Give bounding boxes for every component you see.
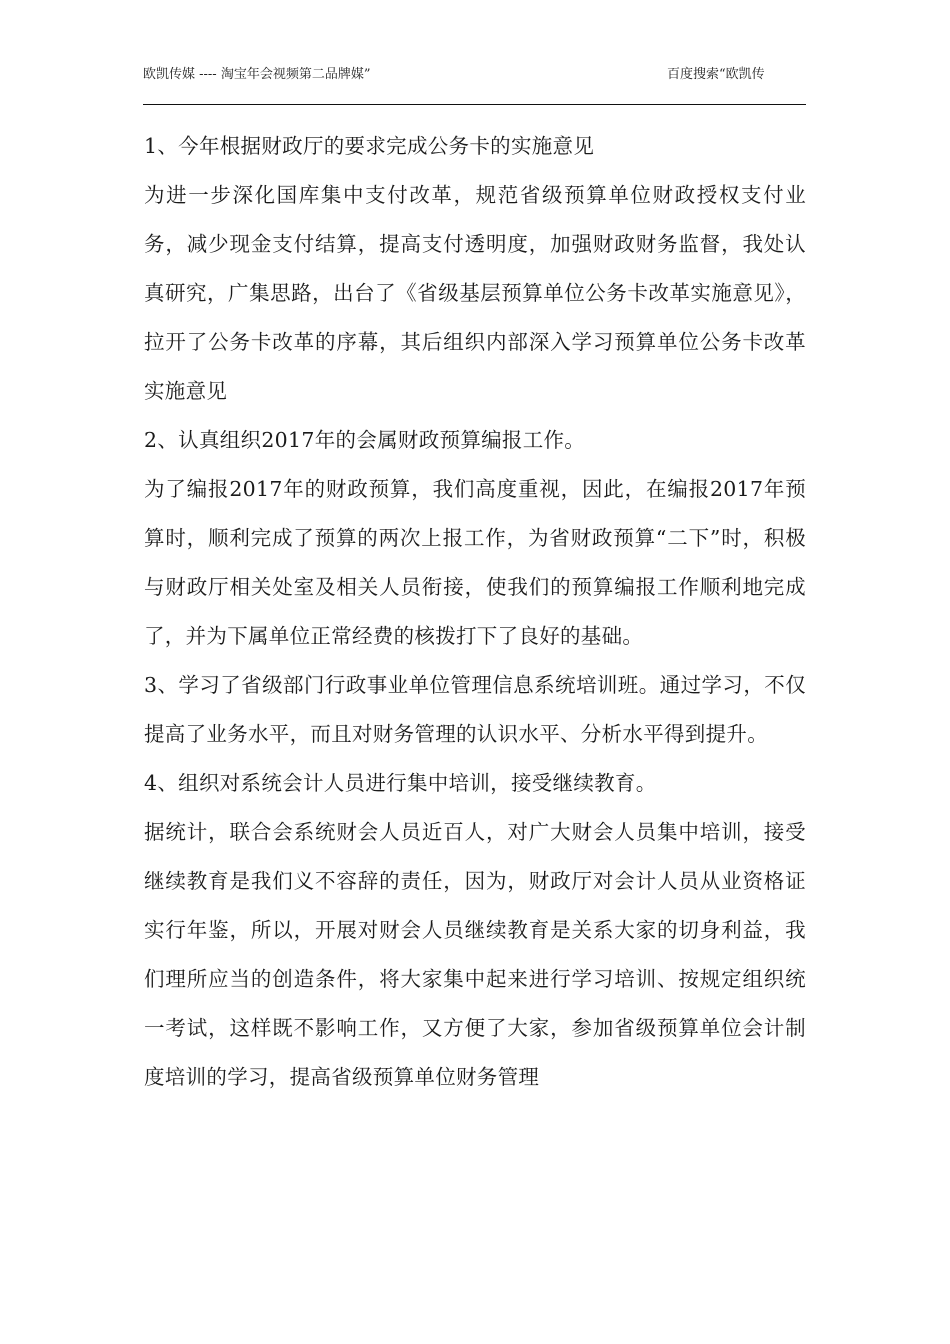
header-right-text: 百度搜索“欧凯传 [667, 67, 765, 82]
header-left-text: 欧凯传媒 ---- 淘宝年会视频第二品牌媒” [143, 67, 371, 82]
heading-item-1: 1、今年根据财政厅的要求完成公务卡的实施意见 [144, 134, 595, 158]
document-body [144, 122, 806, 1102]
paragraph-item-2: 为了编报2017年的财政预算，我们高度重视，因此，在编报2017年预算时，顺利完成了预算的两次上报工作，为省财政预算“二下”时，积极与财政厅相关处室及相关人员衔接，使我们的预算编报工作顺利地完成了，并为下属单位正常经费的核拨打下了良好的基础。 [144, 477, 806, 648]
paragraph-item-4: 据统计，联合会系统财会人员近百人，对广大财会人员集中培训，接受继续教育是我们义不容辞的责任，因为，财政厅对会计人员从业资格证实行年鉴，所以，开展对财会人员继续教育是关系大家的切身利益，我们理所应当的创造条件，将大家集中起来进行学习培训、按规定组织统一考试，这样既不影响工作，又方便了大家，参加省级预算单位会计制度培训的学习，提高省级预算单位财务管理 [144, 820, 806, 1089]
paragraph-item-1: 为进一步深化国库集中支付改革，规范省级预算单位财政授权支付业务，减少现金支付结算，提高支付透明度，加强财政财务监督，我处认真研究，广集思路，出台了《省级基层预算单位公务卡改革实施意见》，拉开了公务卡改革的序幕，其后组织内部深入学习预算单位公务卡改革实施意见 [144, 183, 806, 403]
heading-item-2: 2、认真组织2017年的会属财政预算编报工作。 [144, 428, 586, 452]
heading-item-4: 4、组织对系统会计人员进行集中培训，接受继续教育。 [144, 771, 657, 795]
page-header [143, 66, 806, 105]
paragraph-item-3: 3、学习了省级部门行政事业单位管理信息系统培训班。通过学习，不仅提高了业务水平，而且对财务管理的认识水平、分析水平得到提升。 [144, 673, 806, 746]
